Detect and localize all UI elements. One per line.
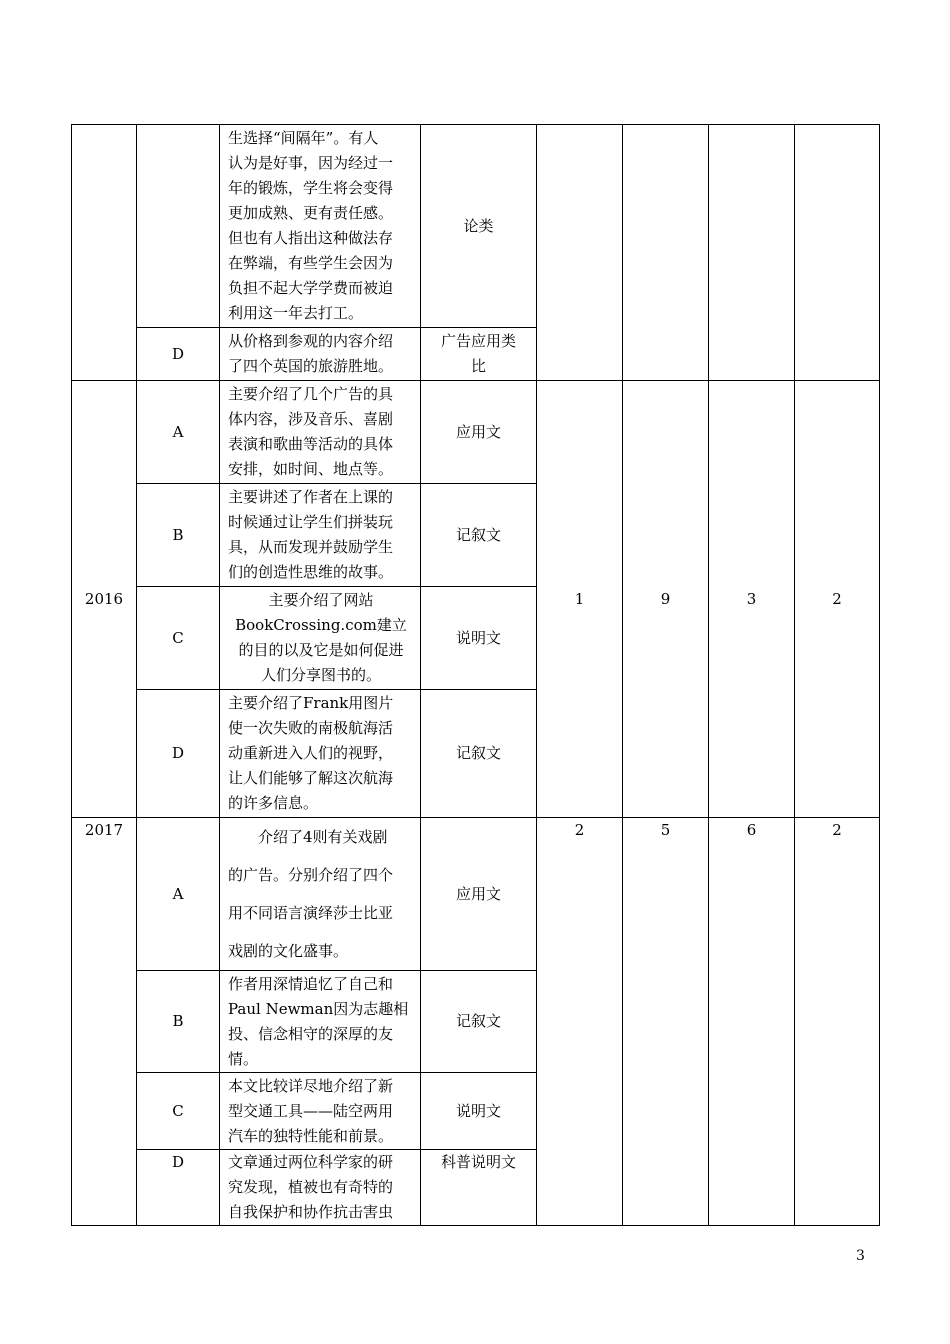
passage-label: D xyxy=(137,690,220,818)
passage-description: 介绍了4则有关戏剧 的广告。分别介绍了四个 用不同语言演绎莎士比亚 戏剧的文化盛事。 xyxy=(220,818,421,971)
page-number: 3 xyxy=(856,1248,865,1264)
reading-analysis-table xyxy=(71,124,880,1226)
year-cell: 2017 xyxy=(72,818,137,1226)
genre-cell: 应用文 xyxy=(421,381,537,484)
genre-cell: 记叙文 xyxy=(421,484,537,587)
count-cell: 3 xyxy=(709,381,795,818)
passage-description: 主要讲述了作者在上课的 时候通过让学生们拼装玩 具，从而发现并鼓励学生 们的创造性思维的故事。 xyxy=(220,484,421,587)
passage-description: 文章通过两位科学家的研 究发现，植被也有奇特的 自我保护和协作抗击害虫 xyxy=(220,1150,421,1226)
count-cell: 5 xyxy=(623,818,709,1226)
count-cell: 6 xyxy=(709,818,795,1226)
year-cell: 2016 xyxy=(72,381,137,818)
passage-description: 从价格到参观的内容介绍 了四个英国的旅游胜地。 xyxy=(220,328,421,381)
genre-cell: 广告应用类 比 xyxy=(421,328,537,381)
passage-description: 主要介绍了Frank用图片 使一次失败的南极航海活 动重新进入人们的视野， 让人们能够了解这次航海 的许多信息。 xyxy=(220,690,421,818)
passage-description: 生选择“间隔年”。有人 认为是好事，因为经过一 年的锻炼，学生将会变得 更加成熟、更有责任感。 但也有人指出这种做法存 在弊端，有些学生会因为 负担不起大学学费而被迫 利用这一年去打工。 xyxy=(220,125,421,328)
table-row xyxy=(72,818,880,971)
count-cell xyxy=(709,125,795,381)
count-cell xyxy=(795,125,880,381)
passage-description: 本文比较详尽地介绍了新 型交通工具——陆空两用 汽车的独特性能和前景。 xyxy=(220,1073,421,1150)
count-cell: 9 xyxy=(623,381,709,818)
passage-label: D xyxy=(137,328,220,381)
passage-description: 主要介绍了网站 BookCrossing.com建立 的目的以及它是如何促进 人们分享图书的。 xyxy=(220,587,421,690)
passage-label: A xyxy=(137,381,220,484)
passage-label-cell xyxy=(137,125,220,328)
genre-cell: 记叙文 xyxy=(421,971,537,1073)
count-cell xyxy=(537,125,623,381)
passage-label: B xyxy=(137,971,220,1073)
count-cell xyxy=(623,125,709,381)
passage-label: B xyxy=(137,484,220,587)
passage-label: D xyxy=(137,1150,220,1226)
passage-description: 作者用深情追忆了自己和 Paul Newman因为志趣相 投、信念相守的深厚的友 情。 xyxy=(220,971,421,1073)
genre-cell: 说明文 xyxy=(421,587,537,690)
genre-cell: 科普说明文 xyxy=(421,1150,537,1226)
table-row xyxy=(72,381,880,484)
year-cell xyxy=(72,125,137,381)
count-cell: 2 xyxy=(795,381,880,818)
genre-cell: 应用文 xyxy=(421,818,537,971)
passage-label: C xyxy=(137,587,220,690)
genre-cell: 论类 xyxy=(421,125,537,328)
passage-label: C xyxy=(137,1073,220,1150)
table-row xyxy=(72,125,880,328)
count-cell: 1 xyxy=(537,381,623,818)
count-cell: 2 xyxy=(795,818,880,1226)
passage-description: 主要介绍了几个广告的具 体内容，涉及音乐、喜剧 表演和歌曲等活动的具体 安排，如时间、地点等。 xyxy=(220,381,421,484)
passage-label: A xyxy=(137,818,220,971)
genre-cell: 说明文 xyxy=(421,1073,537,1150)
count-cell: 2 xyxy=(537,818,623,1226)
genre-cell: 记叙文 xyxy=(421,690,537,818)
